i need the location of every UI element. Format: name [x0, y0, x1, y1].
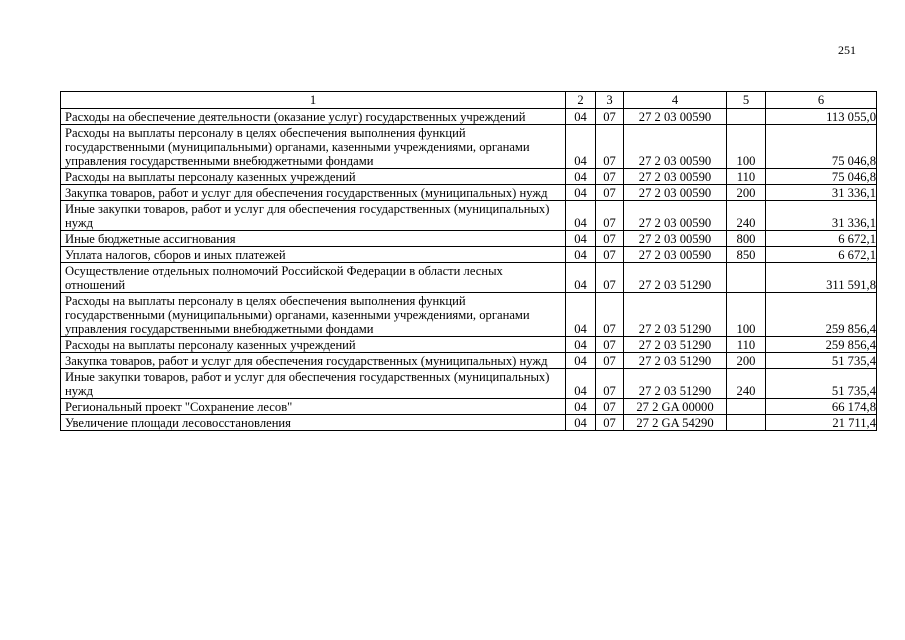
cell-type: 240 — [727, 369, 766, 399]
table-header-row — [61, 92, 877, 109]
cell-sec: 04 — [566, 399, 596, 415]
table-row — [61, 337, 877, 353]
table-row — [61, 263, 877, 293]
cell-sub: 07 — [596, 415, 624, 431]
cell-amount: 51 735,4 — [766, 353, 877, 369]
cell-type: 850 — [727, 247, 766, 263]
cell-type — [727, 399, 766, 415]
cell-sub: 07 — [596, 185, 624, 201]
cell-sub: 07 — [596, 337, 624, 353]
table-row — [61, 169, 877, 185]
cell-amount: 31 336,1 — [766, 185, 877, 201]
cell-target: 27 2 GA 00000 — [624, 399, 727, 415]
cell-amount: 31 336,1 — [766, 201, 877, 231]
cell-sub: 07 — [596, 369, 624, 399]
table-row — [61, 109, 877, 125]
cell-amount: 113 055,0 — [766, 109, 877, 125]
table-row — [61, 231, 877, 247]
cell-name: Уплата налогов, сборов и иных платежей — [61, 247, 566, 263]
table-row — [61, 415, 877, 431]
cell-target: 27 2 03 00590 — [624, 109, 727, 125]
cell-target: 27 2 03 51290 — [624, 353, 727, 369]
cell-sec: 04 — [566, 125, 596, 169]
table-row — [61, 247, 877, 263]
cell-target: 27 2 03 00590 — [624, 125, 727, 169]
table-row — [61, 353, 877, 369]
cell-type: 240 — [727, 201, 766, 231]
cell-type: 200 — [727, 353, 766, 369]
cell-type: 200 — [727, 185, 766, 201]
header-cell: 2 — [566, 92, 596, 109]
cell-amount: 6 672,1 — [766, 247, 877, 263]
cell-sub: 07 — [596, 109, 624, 125]
cell-type: 800 — [727, 231, 766, 247]
cell-amount: 75 046,8 — [766, 125, 877, 169]
cell-sec: 04 — [566, 109, 596, 125]
header-cell: 5 — [727, 92, 766, 109]
cell-sec: 04 — [566, 293, 596, 337]
table-row — [61, 185, 877, 201]
cell-name: Иные закупки товаров, работ и услуг для обеспечения государственных (муниципальных) нужд — [61, 369, 566, 399]
cell-sub: 07 — [596, 231, 624, 247]
cell-name: Расходы на выплаты персоналу в целях обеспечения выполнения функций государственными (муниципальными) органами, казенными учреждениями, органами управления государственными внебюджетными фондами — [61, 125, 566, 169]
header-cell: 4 — [624, 92, 727, 109]
budget-table — [60, 91, 877, 431]
cell-target: 27 2 03 00590 — [624, 247, 727, 263]
cell-name: Иные бюджетные ассигнования — [61, 231, 566, 247]
cell-target: 27 2 03 51290 — [624, 337, 727, 353]
cell-name: Расходы на выплаты персоналу казенных учреждений — [61, 169, 566, 185]
cell-target: 27 2 03 00590 — [624, 231, 727, 247]
cell-type: 110 — [727, 337, 766, 353]
cell-sub: 07 — [596, 169, 624, 185]
cell-name: Закупка товаров, работ и услуг для обеспечения государственных (муниципальных) нужд — [61, 353, 566, 369]
cell-sub: 07 — [596, 247, 624, 263]
cell-amount: 51 735,4 — [766, 369, 877, 399]
cell-amount: 311 591,8 — [766, 263, 877, 293]
cell-target: 27 2 GA 54290 — [624, 415, 727, 431]
cell-type — [727, 263, 766, 293]
cell-sub: 07 — [596, 399, 624, 415]
cell-target: 27 2 03 00590 — [624, 185, 727, 201]
cell-sec: 04 — [566, 415, 596, 431]
cell-amount: 21 711,4 — [766, 415, 877, 431]
cell-name: Иные закупки товаров, работ и услуг для обеспечения государственных (муниципальных) нужд — [61, 201, 566, 231]
cell-target: 27 2 03 00590 — [624, 169, 727, 185]
cell-amount: 259 856,4 — [766, 337, 877, 353]
cell-sec: 04 — [566, 185, 596, 201]
cell-name: Расходы на выплаты персоналу в целях обеспечения выполнения функций государственными (муниципальными) органами, казенными учреждениями, органами управления государственными внебюджетными фондами — [61, 293, 566, 337]
cell-sec: 04 — [566, 353, 596, 369]
cell-amount: 75 046,8 — [766, 169, 877, 185]
cell-target: 27 2 03 00590 — [624, 201, 727, 231]
cell-sub: 07 — [596, 125, 624, 169]
table-row — [61, 125, 877, 169]
header-cell: 6 — [766, 92, 877, 109]
table-row — [61, 293, 877, 337]
table-row — [61, 201, 877, 231]
table-row — [61, 369, 877, 399]
cell-type — [727, 415, 766, 431]
table-row — [61, 399, 877, 415]
cell-sub: 07 — [596, 263, 624, 293]
cell-type: 100 — [727, 125, 766, 169]
cell-name: Региональный проект "Сохранение лесов" — [61, 399, 566, 415]
cell-type: 110 — [727, 169, 766, 185]
cell-name: Увеличение площади лесовосстановления — [61, 415, 566, 431]
cell-sec: 04 — [566, 337, 596, 353]
cell-target: 27 2 03 51290 — [624, 369, 727, 399]
cell-name: Расходы на обеспечение деятельности (оказание услуг) государственных учреждений — [61, 109, 566, 125]
cell-sub: 07 — [596, 293, 624, 337]
cell-name: Расходы на выплаты персоналу казенных учреждений — [61, 337, 566, 353]
header-cell: 1 — [61, 92, 566, 109]
cell-sec: 04 — [566, 369, 596, 399]
cell-sec: 04 — [566, 201, 596, 231]
cell-sec: 04 — [566, 231, 596, 247]
cell-name: Закупка товаров, работ и услуг для обеспечения государственных (муниципальных) нужд — [61, 185, 566, 201]
cell-name: Осуществление отдельных полномочий Российской Федерации в области лесных отношений — [61, 263, 566, 293]
cell-sec: 04 — [566, 169, 596, 185]
cell-target: 27 2 03 51290 — [624, 263, 727, 293]
cell-type — [727, 109, 766, 125]
header-cell: 3 — [596, 92, 624, 109]
cell-amount: 66 174,8 — [766, 399, 877, 415]
cell-sec: 04 — [566, 247, 596, 263]
cell-sub: 07 — [596, 201, 624, 231]
cell-target: 27 2 03 51290 — [624, 293, 727, 337]
cell-sec: 04 — [566, 263, 596, 293]
cell-amount: 6 672,1 — [766, 231, 877, 247]
page-number: 251 — [838, 43, 856, 57]
cell-sub: 07 — [596, 353, 624, 369]
cell-amount: 259 856,4 — [766, 293, 877, 337]
cell-type: 100 — [727, 293, 766, 337]
